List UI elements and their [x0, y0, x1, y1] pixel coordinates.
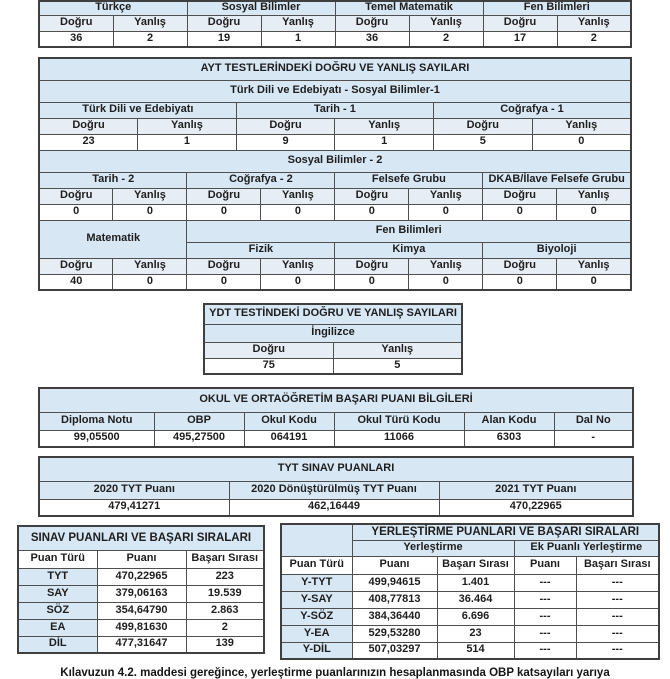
score-value: 462,16449 [229, 499, 439, 516]
column-header: OBP [154, 412, 244, 430]
ek-score-value: --- [514, 608, 576, 625]
ydt-language-header: İngilizce [204, 324, 462, 342]
test-group-header: Fen Bilimleri [483, 1, 631, 15]
obp-coefficient-note: Kılavuzun 4.2. maddesi gereğince, yerleştirme puanlarınızın hesaplanmasında OBP katsayıları yarıya [60, 667, 610, 679]
dogru-value: 0 [483, 204, 557, 220]
dogru-value: 40 [39, 274, 113, 290]
rank-value: 23 [437, 625, 514, 642]
table-row [281, 591, 659, 608]
obp-info-table [38, 387, 634, 448]
dogru-value: 75 [204, 358, 333, 374]
dogru-value: 0 [335, 274, 409, 290]
test-group-header: Türkçe [39, 1, 187, 15]
column-header: Diploma Notu [39, 412, 154, 430]
tyt-exam-scores-table [38, 456, 634, 517]
yanlis-value: 0 [113, 204, 187, 220]
yanlis-value: 0 [557, 274, 631, 290]
table-row [281, 625, 659, 642]
yanlis-label: Yanlış [113, 188, 187, 204]
rank-value: 2.863 [186, 602, 264, 619]
ayt-test-results-table [38, 57, 632, 291]
column-header: Puanı [97, 550, 186, 568]
rank-value: 514 [437, 642, 514, 659]
yanlis-value: 0 [261, 274, 335, 290]
dogru-label: Doğru [39, 258, 113, 274]
yanlis-label: Yanlış [557, 15, 631, 31]
dogru-label: Doğru [39, 118, 138, 134]
test-group-header: Tarih - 2 [39, 172, 187, 188]
table-row [18, 636, 264, 653]
score-type: SAY [18, 585, 97, 602]
score-type: Y-TYT [281, 574, 352, 591]
score-value: 479,41271 [39, 499, 229, 516]
ek-score-value: --- [514, 642, 576, 659]
yanlis-value: 0 [532, 134, 631, 150]
yanlis-label: Yanlış [261, 258, 335, 274]
score-value: 354,64790 [97, 602, 186, 619]
dogru-value: 19 [187, 31, 261, 47]
test-group-header: Türk Dili ve Edebiyatı [39, 102, 236, 118]
test-group-header: DKAB/İlave Felsefe Grubu [483, 172, 631, 188]
ek-rank-value: --- [576, 642, 659, 659]
dogru-label: Doğru [483, 188, 557, 204]
score-value: 499,81630 [97, 619, 186, 636]
yanlis-value: 2 [409, 31, 483, 47]
score-value: 384,36440 [352, 608, 437, 625]
yanlis-value: 0 [409, 204, 483, 220]
rank-value: 19.539 [186, 585, 264, 602]
test-group-header: Tarih - 1 [236, 102, 433, 118]
ek-score-value: --- [514, 591, 576, 608]
column-header: Okul Türü Kodu [334, 412, 464, 430]
score-type: SÖZ [18, 602, 97, 619]
test-group-header: Felsefe Grubu [335, 172, 483, 188]
rank-value: 139 [186, 636, 264, 653]
score-type: EA [18, 619, 97, 636]
obp-table-title: OKUL VE ORTAÖĞRETİM BAŞARI PUANI BİLGİLERİ [39, 388, 633, 412]
dogru-value: 0 [187, 204, 261, 220]
yanlis-label: Yanlış [261, 188, 335, 204]
rank-value: 1.401 [437, 574, 514, 591]
score-type: Y-SAY [281, 591, 352, 608]
rank-value: 223 [186, 568, 264, 585]
dogru-label: Doğru [335, 15, 409, 31]
ek-puanli-group-header: Ek Puanlı Yerleştirme [514, 540, 659, 556]
yanlis-label: Yanlış [113, 258, 187, 274]
dogru-value: 23 [39, 134, 138, 150]
dal-no-value: - [554, 430, 633, 447]
column-header: Puanı [514, 556, 576, 574]
yanlis-label: Yanlış [557, 188, 631, 204]
dogru-value: 36 [335, 31, 409, 47]
scores-and-ranks-section [17, 523, 670, 660]
column-header: Puan Türü [281, 556, 352, 574]
dogru-label: Doğru [335, 188, 409, 204]
yanlis-value: 1 [261, 31, 335, 47]
placement-scores-ranks-table [280, 523, 660, 660]
matematik-header: Matematik [39, 220, 187, 258]
dogru-label: Doğru [204, 342, 333, 358]
score-value: 477,31647 [97, 636, 186, 653]
ek-rank-value: --- [576, 625, 659, 642]
placement-scores-title: YERLEŞTİRME PUANLARI VE BAŞARI SIRALARI [352, 524, 659, 540]
dogru-value: 0 [39, 204, 113, 220]
diploma-notu-value: 99,05500 [39, 430, 154, 447]
column-header: Başarı Sırası [186, 550, 264, 568]
yerlestirme-group-header: Yerleştirme [352, 540, 514, 556]
yanlis-value: 1 [138, 134, 237, 150]
fen-bilimleri-title: Fen Bilimleri [187, 220, 631, 242]
test-group-header: Temel Matematik [335, 1, 483, 15]
dogru-label: Doğru [39, 15, 113, 31]
column-header: Puan Türü [18, 550, 97, 568]
ydt-test-results-table [203, 303, 463, 375]
table-row [281, 642, 659, 659]
test-group-header: Kimya [335, 242, 483, 258]
column-header: Dal No [554, 412, 633, 430]
ayt-table-title: AYT TESTLERİNDEKİ DOĞRU VE YANLIŞ SAYILARI [39, 58, 631, 80]
test-group-header: Sosyal Bilimler [187, 1, 335, 15]
table-row [18, 585, 264, 602]
test-group-header: Biyoloji [483, 242, 631, 258]
dogru-value: 9 [236, 134, 335, 150]
ek-rank-value: --- [576, 608, 659, 625]
table-row [18, 619, 264, 636]
yanlis-label: Yanlış [333, 342, 462, 358]
dogru-label: Doğru [39, 188, 113, 204]
test-group-header: Coğrafya - 2 [187, 172, 335, 188]
dogru-label: Doğru [483, 15, 557, 31]
dogru-value: 0 [335, 204, 409, 220]
ek-rank-value: --- [576, 591, 659, 608]
yanlis-value: 1 [335, 134, 434, 150]
yanlis-label: Yanlış [261, 15, 335, 31]
dogru-label: Doğru [187, 258, 261, 274]
table-row [18, 568, 264, 585]
ayt-section1-title: Türk Dili ve Edebiyatı - Sosyal Bilimler-1 [39, 80, 631, 102]
column-header: Okul Kodu [244, 412, 334, 430]
score-type: TYT [18, 568, 97, 585]
yanlis-label: Yanlış [138, 118, 237, 134]
okul-turu-kodu-value: 11066 [334, 430, 464, 447]
test-group-header: Fizik [187, 242, 335, 258]
yanlis-value: 5 [333, 358, 462, 374]
dogru-value: 17 [483, 31, 557, 47]
score-type: DİL [18, 636, 97, 653]
dogru-value: 5 [434, 134, 533, 150]
ek-score-value: --- [514, 625, 576, 642]
rank-value: 6.696 [437, 608, 514, 625]
dogru-label: Doğru [434, 118, 533, 134]
score-type: Y-EA [281, 625, 352, 642]
column-header: 2020 TYT Puanı [39, 481, 229, 499]
dogru-value: 36 [39, 31, 113, 47]
ek-rank-value: --- [576, 574, 659, 591]
yanlis-value: 0 [557, 204, 631, 220]
yanlis-label: Yanlış [557, 258, 631, 274]
yanlis-value: 0 [261, 204, 335, 220]
yanlis-label: Yanlış [113, 15, 187, 31]
yanlis-label: Yanlış [409, 258, 483, 274]
ydt-table-title: YDT TESTİNDEKİ DOĞRU VE YANLIŞ SAYILARI [204, 304, 462, 324]
table-row [281, 574, 659, 591]
test-group-header: Coğrafya - 1 [434, 102, 632, 118]
dogru-label: Doğru [187, 188, 261, 204]
column-header: Başarı Sırası [437, 556, 514, 574]
table-row [281, 608, 659, 625]
table-row [18, 602, 264, 619]
yanlis-value: 0 [409, 274, 483, 290]
yanlis-label: Yanlış [409, 188, 483, 204]
exam-scores-title: SINAV PUANLARI VE BAŞARI SIRALARI [18, 526, 264, 550]
ayt-section2-title: Sosyal Bilimler - 2 [39, 150, 631, 172]
tyt-test-results-table [38, 0, 632, 48]
rank-value: 36.464 [437, 591, 514, 608]
tyt-scores-title: TYT SINAV PUANLARI [39, 457, 633, 481]
dogru-label: Doğru [187, 15, 261, 31]
score-value: 408,77813 [352, 591, 437, 608]
column-header: Alan Kodu [464, 412, 554, 430]
obp-value: 495,27500 [154, 430, 244, 447]
score-value: 470,22965 [97, 568, 186, 585]
rank-value: 2 [186, 619, 264, 636]
dogru-label: Doğru [483, 258, 557, 274]
ek-score-value: --- [514, 574, 576, 591]
score-value: 499,94615 [352, 574, 437, 591]
column-header: 2020 Dönüştürülmüş TYT Puanı [229, 481, 439, 499]
yanlis-value: 2 [557, 31, 631, 47]
yanlis-label: Yanlış [532, 118, 631, 134]
dogru-label: Doğru [335, 258, 409, 274]
dogru-value: 0 [483, 274, 557, 290]
exam-scores-ranks-table [17, 525, 265, 654]
yanlis-value: 2 [113, 31, 187, 47]
score-value: 507,03297 [352, 642, 437, 659]
alan-kodu-value: 6303 [464, 430, 554, 447]
column-header: Başarı Sırası [576, 556, 659, 574]
score-type: Y-DİL [281, 642, 352, 659]
yanlis-value: 0 [113, 274, 187, 290]
dogru-label: Doğru [236, 118, 335, 134]
column-header: 2021 TYT Puanı [439, 481, 633, 499]
dogru-value: 0 [187, 274, 261, 290]
score-value: 470,22965 [439, 499, 633, 516]
yanlis-label: Yanlış [409, 15, 483, 31]
score-value: 379,06163 [97, 585, 186, 602]
score-value: 529,53280 [352, 625, 437, 642]
score-type: Y-SÖZ [281, 608, 352, 625]
corner-cell [281, 524, 352, 556]
yanlis-label: Yanlış [335, 118, 434, 134]
column-header: Puanı [352, 556, 437, 574]
okul-kodu-value: 064191 [244, 430, 334, 447]
